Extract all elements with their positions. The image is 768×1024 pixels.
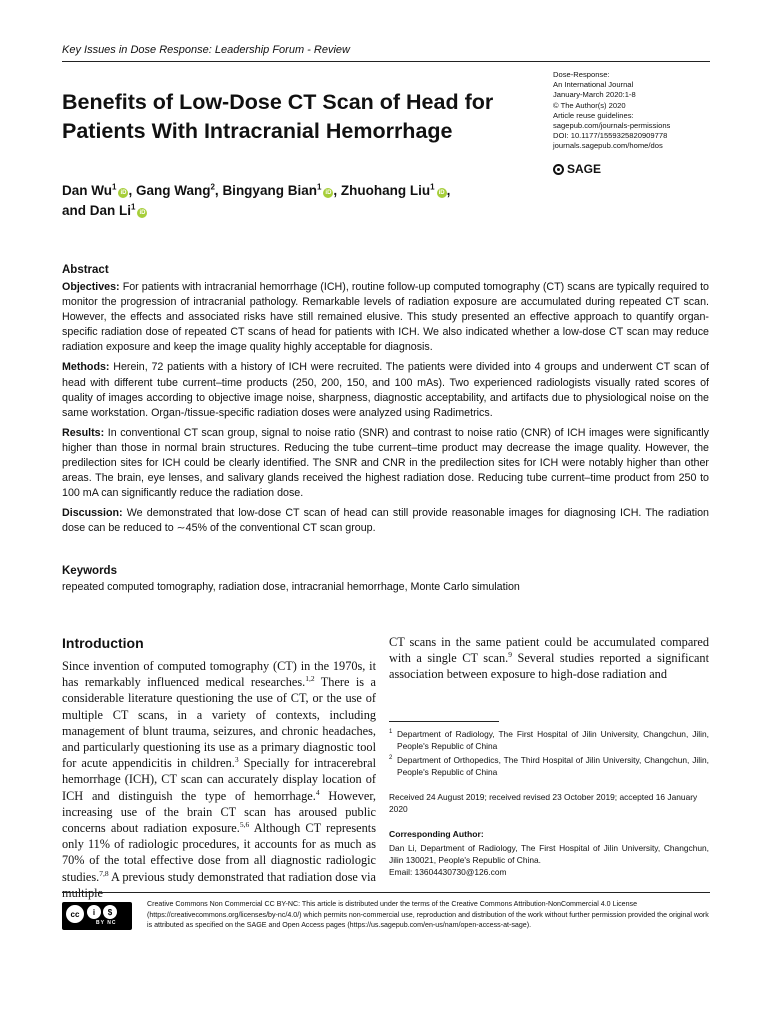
- running-head: Key Issues in Dose Response: Leadership Forum - Review: [62, 44, 350, 56]
- author: [62, 183, 128, 198]
- corresponding-email[interactable]: Email: 13604430730@126.com: [389, 867, 507, 878]
- body-text: CT scans in the same patient could be accumulated compared with a single CT scan.: [389, 635, 709, 666]
- citation-link[interactable]: 1,2: [305, 674, 315, 684]
- introduction-right-column: [389, 634, 709, 683]
- section-label: Objectives:: [62, 281, 120, 293]
- citation-link[interactable]: 5,6: [239, 819, 250, 829]
- author: [62, 203, 147, 218]
- affiliation-text: Department of Orthopedics, The Third Hospital of Jilin University, Changchun, Jilin, People's Republic of China: [397, 755, 709, 778]
- body-text: Specially for intracerebral hemorrhage (ICH), CT scan can accurately display location of ICH and distinguish the type of hemorrhage.: [62, 756, 376, 803]
- corresponding-author-heading: Corresponding Author:: [389, 829, 484, 839]
- abstract-methods: [62, 360, 709, 420]
- cc-badge-labels: BY NC: [96, 920, 117, 926]
- noncommercial-icon: $: [103, 905, 117, 919]
- section-text: In conventional CT scan group, signal to noise ratio (SNR) and contrast to noise ratio (CNR) of ICH images were significantly higher than those in normal brain structures. Reducing the tube current–time product may decrease the image quality. However, the predilection sites for ICH could be clearly identified. The SNR and CNR in the predilection sites for ICH were notably higher than other areas. The brain, eye lenses, and salivary glands received the highest radiation dose. Reducing tube current–time product from 250 to 100 mA can significantly reduce the radiation dose.: [62, 426, 709, 500]
- received-dates: Received 24 August 2019; received revised 23 October 2019; accepted 16 January 2020: [389, 792, 698, 815]
- doi-link[interactable]: DOI: 10.1177/1559325820909778: [553, 131, 668, 141]
- corresponding-author-text: Dan Li, Department of Radiology, The First Hospital of Jilin University, Changchun, Jilin 130021, People's Republic of China.: [389, 843, 709, 866]
- author-list: [62, 181, 522, 221]
- journal-info-line: January-March 2020:1-8: [553, 90, 636, 100]
- cc-icon: cc: [65, 904, 85, 924]
- body-text: A previous study demonstrated that radiation dose via: [111, 869, 376, 884]
- body-text: However, increasing use of the brain CT scan has aroused public concerns about radiation exposure.: [62, 788, 376, 836]
- author-name: Dan Wu: [62, 183, 112, 198]
- author: [222, 183, 333, 198]
- body-text: There is a considerable literature questioning the use of CT, or the use of multiple CT scans, in a variety of contexts, including management of blunt trauma, seizures, and chronic headaches, and particularly questioning its use as a primary diagnostic tool for acute appendicitis in children.: [62, 675, 376, 771]
- section-text: We demonstrated that low-dose CT scan of head can still provide reasonable images for diagnosing ICH. The radiation dose can be reduced to ∼45% of the conventional CT scan group.: [62, 507, 709, 535]
- introduction-heading: Introduction: [62, 635, 144, 651]
- journal-info-line: © The Author(s) 2020: [553, 100, 626, 110]
- author-name: Dan Li: [89, 203, 132, 218]
- author-affiliation-mark: 1: [316, 182, 322, 192]
- author-affiliation-mark: 1: [430, 182, 435, 192]
- affiliation: [389, 754, 709, 778]
- citation-link[interactable]: 9: [508, 650, 512, 660]
- footnote-rule: [389, 721, 499, 722]
- orcid-icon[interactable]: iD: [139, 210, 146, 216]
- article-title: Benefits of Low-Dose CT Scan of Head for Patients With Intracranial Hemorrhage: [62, 90, 494, 143]
- author-separator: ,: [128, 183, 136, 198]
- section-text: For patients with intracranial hemorrhage (ICH), routine follow-up computed tomography (CT) scans are typically required to monitor the progression of intracranial pathology. Remarkable levels of radiation exposure are accumulated during repeated CT scan. However, the effects and associated risks have still remained elusive. This study presented an effective approach to quantify organ-specific radiation dose of repeated CT scans of head for patients with ICH. We also indicated whether a low-dose CT scan may reduce radiation exposure and keep the image quality highly acceptable for diagnosis.: [62, 281, 709, 354]
- author: [136, 183, 215, 198]
- abstract-results: [62, 426, 709, 501]
- journal-info-line: An International Journal: [553, 80, 634, 90]
- author-separator: ,: [333, 183, 341, 198]
- citation-link[interactable]: 4: [315, 787, 320, 797]
- section-label: Results:: [62, 426, 105, 439]
- citation-link[interactable]: 7,8: [99, 868, 109, 878]
- attribution-icon: i: [87, 905, 101, 919]
- abstract-objectives: [62, 280, 709, 355]
- journal-info: [553, 70, 723, 152]
- affiliation-text: Department of Radiology, The First Hospital of Jilin University, Changchun, Jilin, People's Republic of China: [397, 729, 709, 752]
- section-label: Methods:: [62, 361, 110, 374]
- author-separator: ,: [446, 183, 451, 198]
- abstract-body: [62, 280, 709, 542]
- sage-mark-icon: [553, 164, 564, 175]
- license-rule: [62, 892, 710, 893]
- affiliation-number: 1: [389, 729, 393, 735]
- abstract-heading: Abstract: [62, 264, 109, 276]
- author-name: Bingyang Bian: [222, 183, 317, 198]
- author-separator: ,: [214, 183, 223, 198]
- body-text: Several studies reported a significant association between exposure to high-dose radiation and: [389, 651, 709, 682]
- author-affiliation-mark: 2: [210, 182, 215, 192]
- journal-info-line: Article reuse guidelines:: [553, 110, 634, 120]
- journal-info-line: Dose-Response:: [553, 70, 610, 79]
- body-text: Although CT represents only 11% of radiologic procedures, it accounts for as much as 70% of the total effective dose from all diagnostic radiologic studies.: [62, 821, 376, 884]
- author-name: Gang Wang: [135, 183, 211, 198]
- body-text: Since invention of computed tomography (CT) in the 1970s, it has remarkably influenced medical researches.: [62, 659, 376, 690]
- keywords-text: repeated computed tomography, radiation dose, intracranial hemorrhage, Monte Carlo simulation: [62, 581, 520, 593]
- journal-info-link[interactable]: sagepub.com/journals-permissions: [553, 121, 671, 131]
- abstract-discussion: [62, 506, 709, 536]
- citation-link[interactable]: 3: [234, 755, 239, 765]
- sage-logo-text: SAGE: [567, 162, 602, 176]
- orcid-icon[interactable]: iD: [438, 190, 445, 196]
- orcid-icon[interactable]: iD: [325, 190, 332, 196]
- author-affiliation-mark: 1: [112, 182, 117, 192]
- orcid-icon[interactable]: iD: [120, 190, 127, 196]
- top-rule: [62, 61, 710, 62]
- author: [341, 183, 447, 198]
- section-text: Herein, 72 patients with a history of ICH were recruited. The patients were divided into 4 groups and underwent CT scan of head with different tube current–time products (250, 200, 150, and 100 mAs). Two experienced radiologists visually rated scores of quality of images according to objective image noise, sharpness, diagnostic acceptability, and artifacts due to physiological noise on the same workstation. Organ-/tissue-specific radiation doses were analyzed using Radimetrics.: [62, 361, 709, 419]
- sage-logo: [553, 162, 601, 176]
- license-text: Creative Commons Non Commercial CC BY-NC: This article is distributed under the terms of the Creative Commons Attribution-NonCommercial 4.0 License (https://creativecommons.org/licenses/by-nc/4.0/) which permits non-commercial use, reproduction and distribution of the work without further permission provided the original work is attributed as specified on the SAGE and Open Access pages (https://us.sagepub.com/en-us/nam/open-access-at-sage).: [147, 900, 709, 930]
- affiliation: [389, 728, 709, 752]
- corresponding-author: [389, 842, 709, 879]
- author-and: and: [62, 203, 90, 218]
- author-affiliation-mark: 1: [131, 202, 136, 212]
- affiliation-number: 2: [389, 755, 393, 761]
- introduction-left-column: [62, 658, 376, 901]
- author-name: Zhuohang Liu: [340, 183, 431, 198]
- journal-home-link[interactable]: journals.sagepub.com/home/dos: [553, 141, 663, 151]
- section-label: Discussion:: [62, 507, 123, 520]
- keywords-heading: Keywords: [62, 565, 117, 577]
